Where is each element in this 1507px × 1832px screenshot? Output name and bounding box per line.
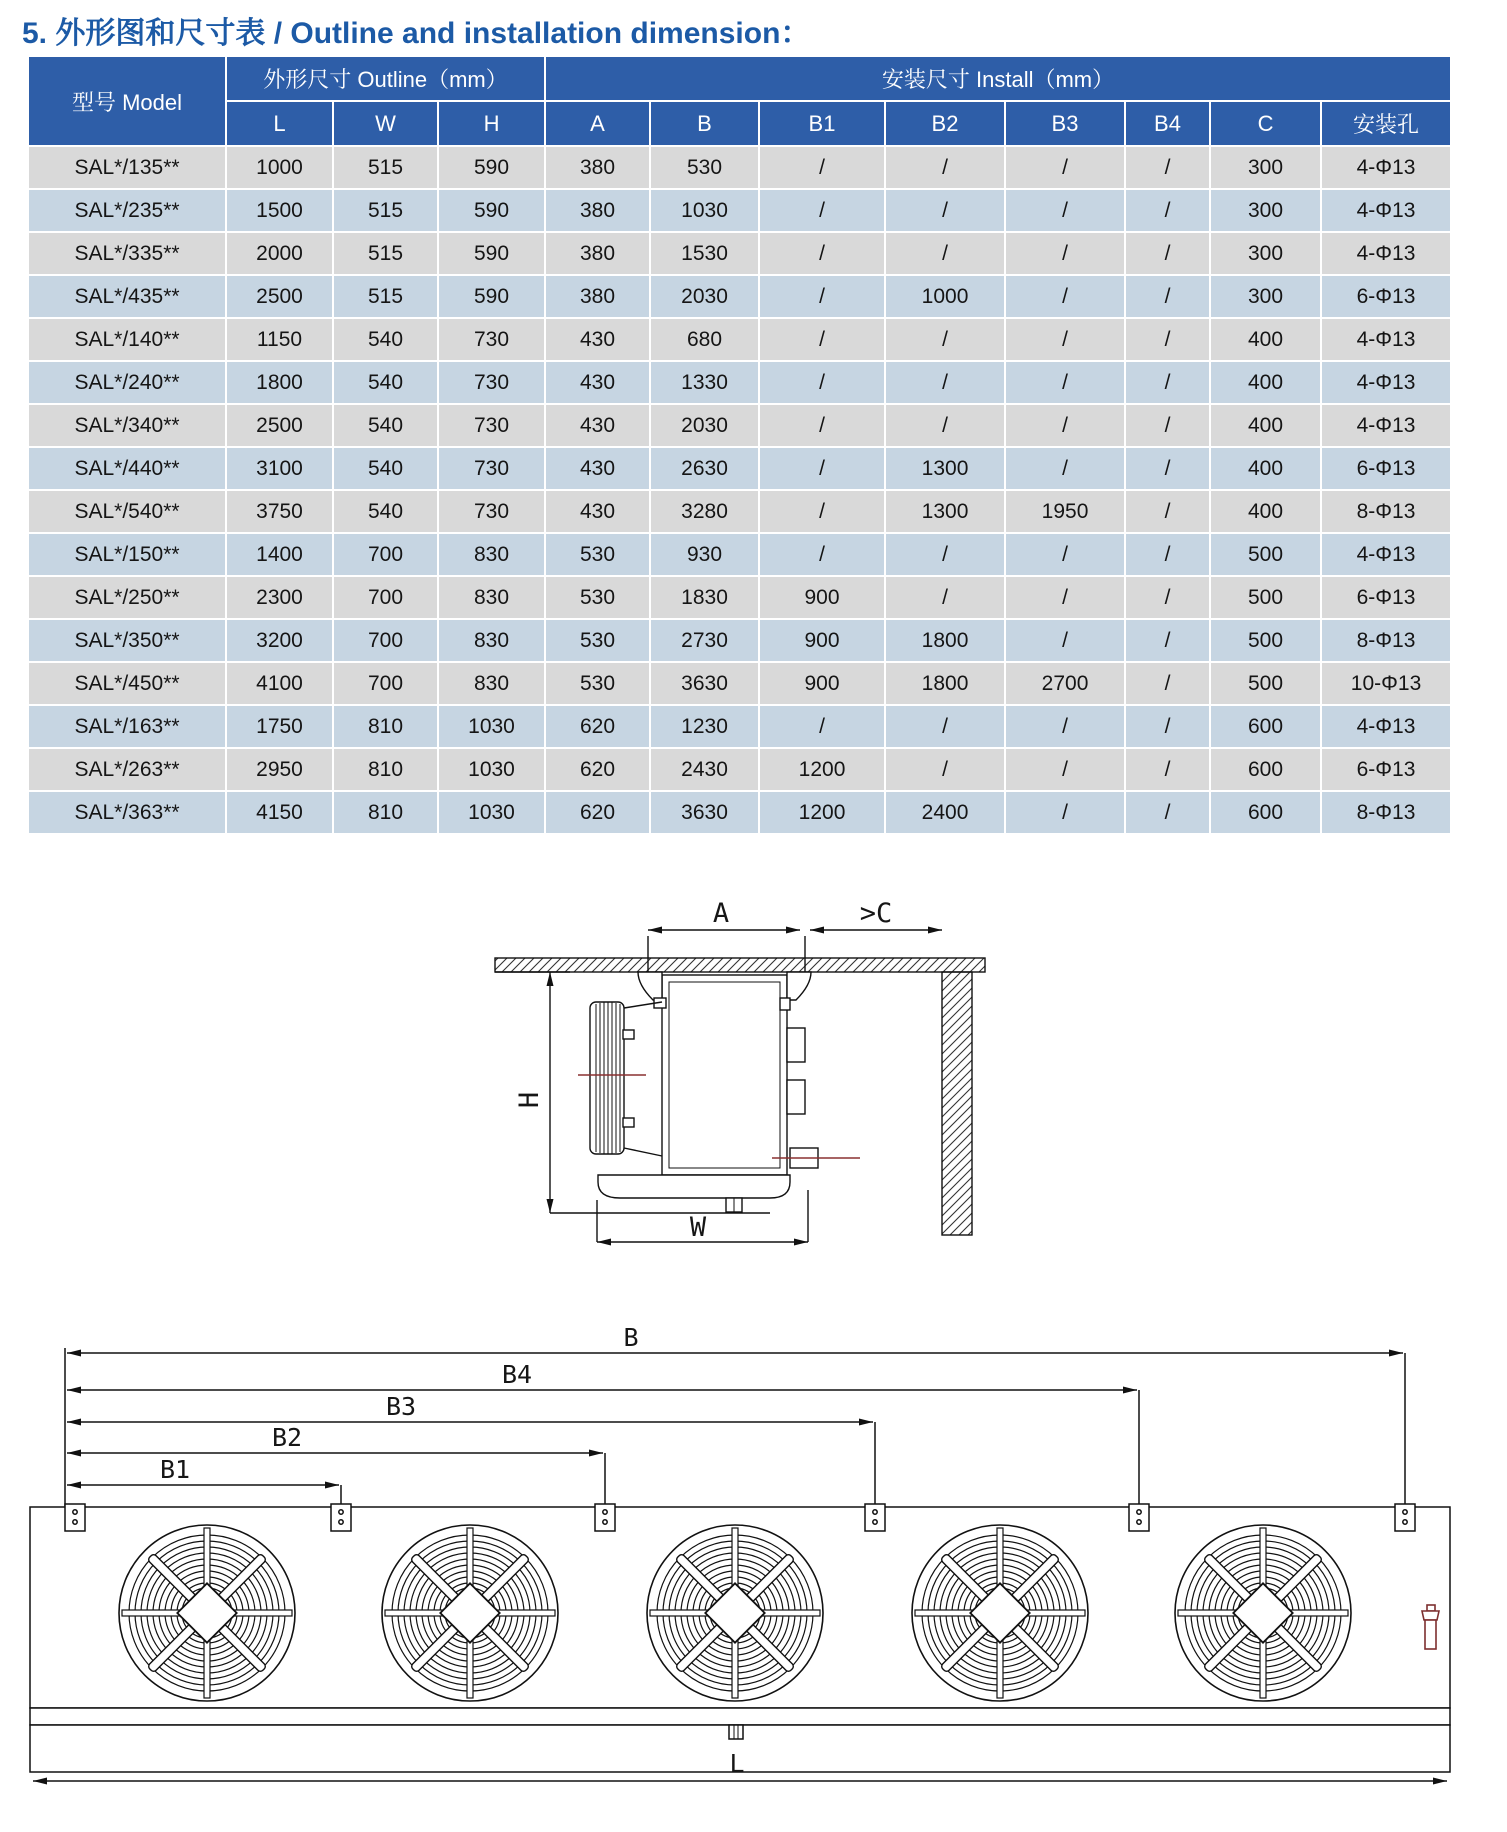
table-row <box>28 533 1451 576</box>
value-cell: 300 <box>1210 146 1321 189</box>
value-cell: / <box>885 705 1005 748</box>
value-cell: / <box>885 146 1005 189</box>
value-cell: 700 <box>333 619 438 662</box>
model-cell: SAL*/235** <box>28 189 226 232</box>
dim-label-b4: B4 <box>501 1360 533 1389</box>
col-header-W: W <box>333 101 438 146</box>
value-cell: 590 <box>438 275 545 318</box>
value-cell: 530 <box>545 533 650 576</box>
value-cell: 430 <box>545 361 650 404</box>
dim-label-b1: B1 <box>159 1455 191 1484</box>
value-cell: / <box>1005 705 1125 748</box>
value-cell: 1800 <box>885 662 1005 705</box>
value-cell: 1000 <box>885 275 1005 318</box>
value-cell: / <box>759 275 885 318</box>
value-cell: 6-Φ13 <box>1321 748 1451 791</box>
value-cell: 700 <box>333 576 438 619</box>
value-cell: / <box>1005 619 1125 662</box>
value-cell: / <box>1005 318 1125 361</box>
value-cell: 530 <box>545 576 650 619</box>
value-cell: / <box>885 533 1005 576</box>
value-cell: 620 <box>545 705 650 748</box>
value-cell: 540 <box>333 447 438 490</box>
value-cell: 515 <box>333 146 438 189</box>
value-cell: 515 <box>333 189 438 232</box>
value-cell: 600 <box>1210 791 1321 834</box>
value-cell: 4-Φ13 <box>1321 318 1451 361</box>
model-cell: SAL*/363** <box>28 791 226 834</box>
value-cell: / <box>1125 705 1210 748</box>
value-cell: / <box>1125 533 1210 576</box>
value-cell: 600 <box>1210 705 1321 748</box>
value-cell: 1400 <box>226 533 333 576</box>
value-cell: / <box>759 533 885 576</box>
value-cell: 830 <box>438 533 545 576</box>
value-cell: 2950 <box>226 748 333 791</box>
value-cell: / <box>759 490 885 533</box>
value-cell: / <box>1125 490 1210 533</box>
value-cell: 700 <box>333 662 438 705</box>
value-cell: / <box>1005 189 1125 232</box>
value-cell: / <box>1125 189 1210 232</box>
value-cell: / <box>885 232 1005 275</box>
value-cell: 380 <box>545 146 650 189</box>
value-cell: 1000 <box>226 146 333 189</box>
junction-box <box>787 1028 805 1062</box>
value-cell: / <box>885 189 1005 232</box>
mount-bracket <box>1395 1504 1415 1531</box>
value-cell: / <box>1125 748 1210 791</box>
value-cell: 2400 <box>885 791 1005 834</box>
value-cell: 530 <box>650 146 759 189</box>
value-cell: / <box>1005 576 1125 619</box>
value-cell: 1530 <box>650 232 759 275</box>
mount-bracket <box>331 1504 351 1531</box>
value-cell: 3100 <box>226 447 333 490</box>
value-cell: 2000 <box>226 232 333 275</box>
value-cell: / <box>885 748 1005 791</box>
col-header-L: L <box>226 101 333 146</box>
value-cell: 430 <box>545 318 650 361</box>
value-cell: / <box>1125 791 1210 834</box>
value-cell: / <box>759 318 885 361</box>
value-cell: 3750 <box>226 490 333 533</box>
value-cell: / <box>759 447 885 490</box>
value-cell: 430 <box>545 490 650 533</box>
value-cell: 4150 <box>226 791 333 834</box>
value-cell: 380 <box>545 275 650 318</box>
col-header-C: C <box>1210 101 1321 146</box>
model-cell: SAL*/163** <box>28 705 226 748</box>
value-cell: 500 <box>1210 619 1321 662</box>
dim-label-w: W <box>689 1212 707 1243</box>
model-cell: SAL*/250** <box>28 576 226 619</box>
wall-hatch <box>942 972 972 1235</box>
dim-label-c: >C <box>859 898 893 929</box>
value-cell: 400 <box>1210 318 1321 361</box>
value-cell: 590 <box>438 232 545 275</box>
model-cell: SAL*/150** <box>28 533 226 576</box>
table-row <box>28 361 1451 404</box>
table-row <box>28 189 1451 232</box>
value-cell: / <box>1005 748 1125 791</box>
value-cell: 2030 <box>650 404 759 447</box>
value-cell: 1800 <box>885 619 1005 662</box>
value-cell: 830 <box>438 662 545 705</box>
value-cell: 3280 <box>650 490 759 533</box>
value-cell: 1330 <box>650 361 759 404</box>
model-cell: SAL*/335** <box>28 232 226 275</box>
ceiling-hatch <box>495 958 985 972</box>
value-cell: 300 <box>1210 275 1321 318</box>
table-row <box>28 662 1451 705</box>
value-cell: 1030 <box>650 189 759 232</box>
value-cell: 810 <box>333 748 438 791</box>
value-cell: 1030 <box>438 748 545 791</box>
value-cell: 540 <box>333 361 438 404</box>
value-cell: / <box>1125 576 1210 619</box>
value-cell: 1750 <box>226 705 333 748</box>
value-cell: / <box>1005 146 1125 189</box>
value-cell: 2500 <box>226 404 333 447</box>
drain-valve <box>1422 1605 1439 1649</box>
value-cell: / <box>1005 404 1125 447</box>
drip-tray-side <box>598 1175 790 1198</box>
page-title: 5. 外形图和尺寸表 / Outline and installation dimension： <box>22 17 811 50</box>
value-cell: 4-Φ13 <box>1321 404 1451 447</box>
value-cell: 810 <box>333 791 438 834</box>
model-cell: SAL*/440** <box>28 447 226 490</box>
value-cell: 3200 <box>226 619 333 662</box>
table-row <box>28 705 1451 748</box>
value-cell: 1950 <box>1005 490 1125 533</box>
value-cell: 810 <box>333 705 438 748</box>
value-cell: / <box>1125 662 1210 705</box>
group-header-outline: 外形尺寸 Outline（mm） <box>226 56 545 101</box>
value-cell: 400 <box>1210 447 1321 490</box>
value-cell: 3630 <box>650 791 759 834</box>
col-header-B4: B4 <box>1125 101 1210 146</box>
value-cell: / <box>1125 146 1210 189</box>
value-cell: 540 <box>333 404 438 447</box>
value-cell: / <box>759 146 885 189</box>
value-cell: 530 <box>545 662 650 705</box>
col-header-model: 型号 Model <box>28 56 226 146</box>
value-cell: / <box>1005 275 1125 318</box>
value-cell: 380 <box>545 189 650 232</box>
tray-edge <box>30 1708 1450 1725</box>
dim-label-l: L <box>729 1749 745 1778</box>
side-view-diagram <box>440 890 1000 1260</box>
model-cell: SAL*/435** <box>28 275 226 318</box>
value-cell: 8-Φ13 <box>1321 791 1451 834</box>
value-cell: 600 <box>1210 748 1321 791</box>
value-cell: 1200 <box>759 791 885 834</box>
table-row <box>28 447 1451 490</box>
mount-bracket <box>1129 1504 1149 1531</box>
group-header-install: 安装尺寸 Install（mm） <box>545 56 1451 101</box>
value-cell: 4-Φ13 <box>1321 361 1451 404</box>
value-cell: 6-Φ13 <box>1321 576 1451 619</box>
model-cell: SAL*/450** <box>28 662 226 705</box>
junction-box <box>787 1080 805 1114</box>
table-row <box>28 619 1451 662</box>
table-row <box>28 404 1451 447</box>
value-cell: 430 <box>545 404 650 447</box>
value-cell: 515 <box>333 232 438 275</box>
value-cell: 3630 <box>650 662 759 705</box>
value-cell: 515 <box>333 275 438 318</box>
value-cell: / <box>1125 275 1210 318</box>
value-cell: 8-Φ13 <box>1321 619 1451 662</box>
value-cell: 730 <box>438 447 545 490</box>
value-cell: 4-Φ13 <box>1321 705 1451 748</box>
table-row <box>28 576 1451 619</box>
value-cell: / <box>885 361 1005 404</box>
value-cell: 1500 <box>226 189 333 232</box>
value-cell: / <box>1125 447 1210 490</box>
col-header-H: H <box>438 101 545 146</box>
value-cell: / <box>759 189 885 232</box>
value-cell: 300 <box>1210 232 1321 275</box>
value-cell: 4100 <box>226 662 333 705</box>
value-cell: / <box>1005 533 1125 576</box>
value-cell: 540 <box>333 490 438 533</box>
value-cell: 1200 <box>759 748 885 791</box>
value-cell: / <box>1125 361 1210 404</box>
value-cell: / <box>885 404 1005 447</box>
dim-label-h: H <box>514 1091 545 1109</box>
value-cell: 10-Φ13 <box>1321 662 1451 705</box>
value-cell: 400 <box>1210 404 1321 447</box>
value-cell: 2630 <box>650 447 759 490</box>
col-header-B1: B1 <box>759 101 885 146</box>
value-cell: 8-Φ13 <box>1321 490 1451 533</box>
dimension-table <box>27 55 1452 835</box>
value-cell: 900 <box>759 662 885 705</box>
value-cell: 730 <box>438 318 545 361</box>
model-cell: SAL*/540** <box>28 490 226 533</box>
value-cell: 620 <box>545 748 650 791</box>
value-cell: 400 <box>1210 490 1321 533</box>
dim-label-b2: B2 <box>271 1423 303 1452</box>
value-cell: 2700 <box>1005 662 1125 705</box>
value-cell: 540 <box>333 318 438 361</box>
value-cell: 1150 <box>226 318 333 361</box>
value-cell: / <box>885 318 1005 361</box>
mount-bracket <box>65 1504 85 1531</box>
value-cell: 2030 <box>650 275 759 318</box>
value-cell: 4-Φ13 <box>1321 146 1451 189</box>
fan-grille-side <box>590 1002 624 1154</box>
col-header-B3: B3 <box>1005 101 1125 146</box>
value-cell: 2500 <box>226 275 333 318</box>
model-cell: SAL*/135** <box>28 146 226 189</box>
value-cell: 1030 <box>438 791 545 834</box>
value-cell: 930 <box>650 533 759 576</box>
value-cell: 620 <box>545 791 650 834</box>
value-cell: 500 <box>1210 662 1321 705</box>
value-cell: 530 <box>545 619 650 662</box>
value-cell: / <box>885 576 1005 619</box>
value-cell: 730 <box>438 404 545 447</box>
value-cell: 680 <box>650 318 759 361</box>
value-cell: 300 <box>1210 189 1321 232</box>
value-cell: / <box>1005 361 1125 404</box>
model-cell: SAL*/350** <box>28 619 226 662</box>
table-row <box>28 146 1451 189</box>
dim-label-a: A <box>712 898 730 929</box>
value-cell: 1230 <box>650 705 759 748</box>
value-cell: 430 <box>545 447 650 490</box>
value-cell: 700 <box>333 533 438 576</box>
value-cell: / <box>1125 318 1210 361</box>
value-cell: / <box>1005 232 1125 275</box>
value-cell: / <box>1125 232 1210 275</box>
table-row <box>28 748 1451 791</box>
value-cell: 4-Φ13 <box>1321 533 1451 576</box>
value-cell: / <box>759 232 885 275</box>
value-cell: / <box>1125 619 1210 662</box>
value-cell: 380 <box>545 232 650 275</box>
value-cell: / <box>759 404 885 447</box>
col-header-B2: B2 <box>885 101 1005 146</box>
mount-bracket <box>865 1504 885 1531</box>
model-cell: SAL*/240** <box>28 361 226 404</box>
value-cell: 6-Φ13 <box>1321 275 1451 318</box>
table-row <box>28 490 1451 533</box>
value-cell: 1830 <box>650 576 759 619</box>
front-view-diagram <box>25 1326 1490 1800</box>
value-cell: 400 <box>1210 361 1321 404</box>
drain-connector <box>729 1725 743 1739</box>
value-cell: / <box>759 705 885 748</box>
value-cell: 730 <box>438 490 545 533</box>
table-row <box>28 318 1451 361</box>
value-cell: / <box>759 361 885 404</box>
value-cell: 1800 <box>226 361 333 404</box>
model-cell: SAL*/263** <box>28 748 226 791</box>
table-row <box>28 791 1451 834</box>
value-cell: 1030 <box>438 705 545 748</box>
value-cell: 900 <box>759 576 885 619</box>
value-cell: 2300 <box>226 576 333 619</box>
value-cell: 900 <box>759 619 885 662</box>
value-cell: 4-Φ13 <box>1321 189 1451 232</box>
value-cell: 2730 <box>650 619 759 662</box>
value-cell: 730 <box>438 361 545 404</box>
value-cell: 500 <box>1210 576 1321 619</box>
value-cell: 2430 <box>650 748 759 791</box>
dim-label-b3: B3 <box>385 1392 417 1421</box>
col-header-B: B <box>650 101 759 146</box>
value-cell: 1300 <box>885 490 1005 533</box>
value-cell: 830 <box>438 619 545 662</box>
value-cell: / <box>1005 447 1125 490</box>
dim-label-b: B <box>623 1326 639 1352</box>
table-row <box>28 232 1451 275</box>
value-cell: 6-Φ13 <box>1321 447 1451 490</box>
model-cell: SAL*/340** <box>28 404 226 447</box>
value-cell: / <box>1125 404 1210 447</box>
mount-bracket <box>595 1504 615 1531</box>
table-row <box>28 275 1451 318</box>
value-cell: 1300 <box>885 447 1005 490</box>
model-cell: SAL*/140** <box>28 318 226 361</box>
value-cell: / <box>1005 791 1125 834</box>
value-cell: 4-Φ13 <box>1321 232 1451 275</box>
col-header-安装孔: 安装孔 <box>1321 101 1451 146</box>
unit-body-side <box>662 975 787 1175</box>
value-cell: 590 <box>438 189 545 232</box>
value-cell: 830 <box>438 576 545 619</box>
value-cell: 590 <box>438 146 545 189</box>
col-header-A: A <box>545 101 650 146</box>
value-cell: 500 <box>1210 533 1321 576</box>
